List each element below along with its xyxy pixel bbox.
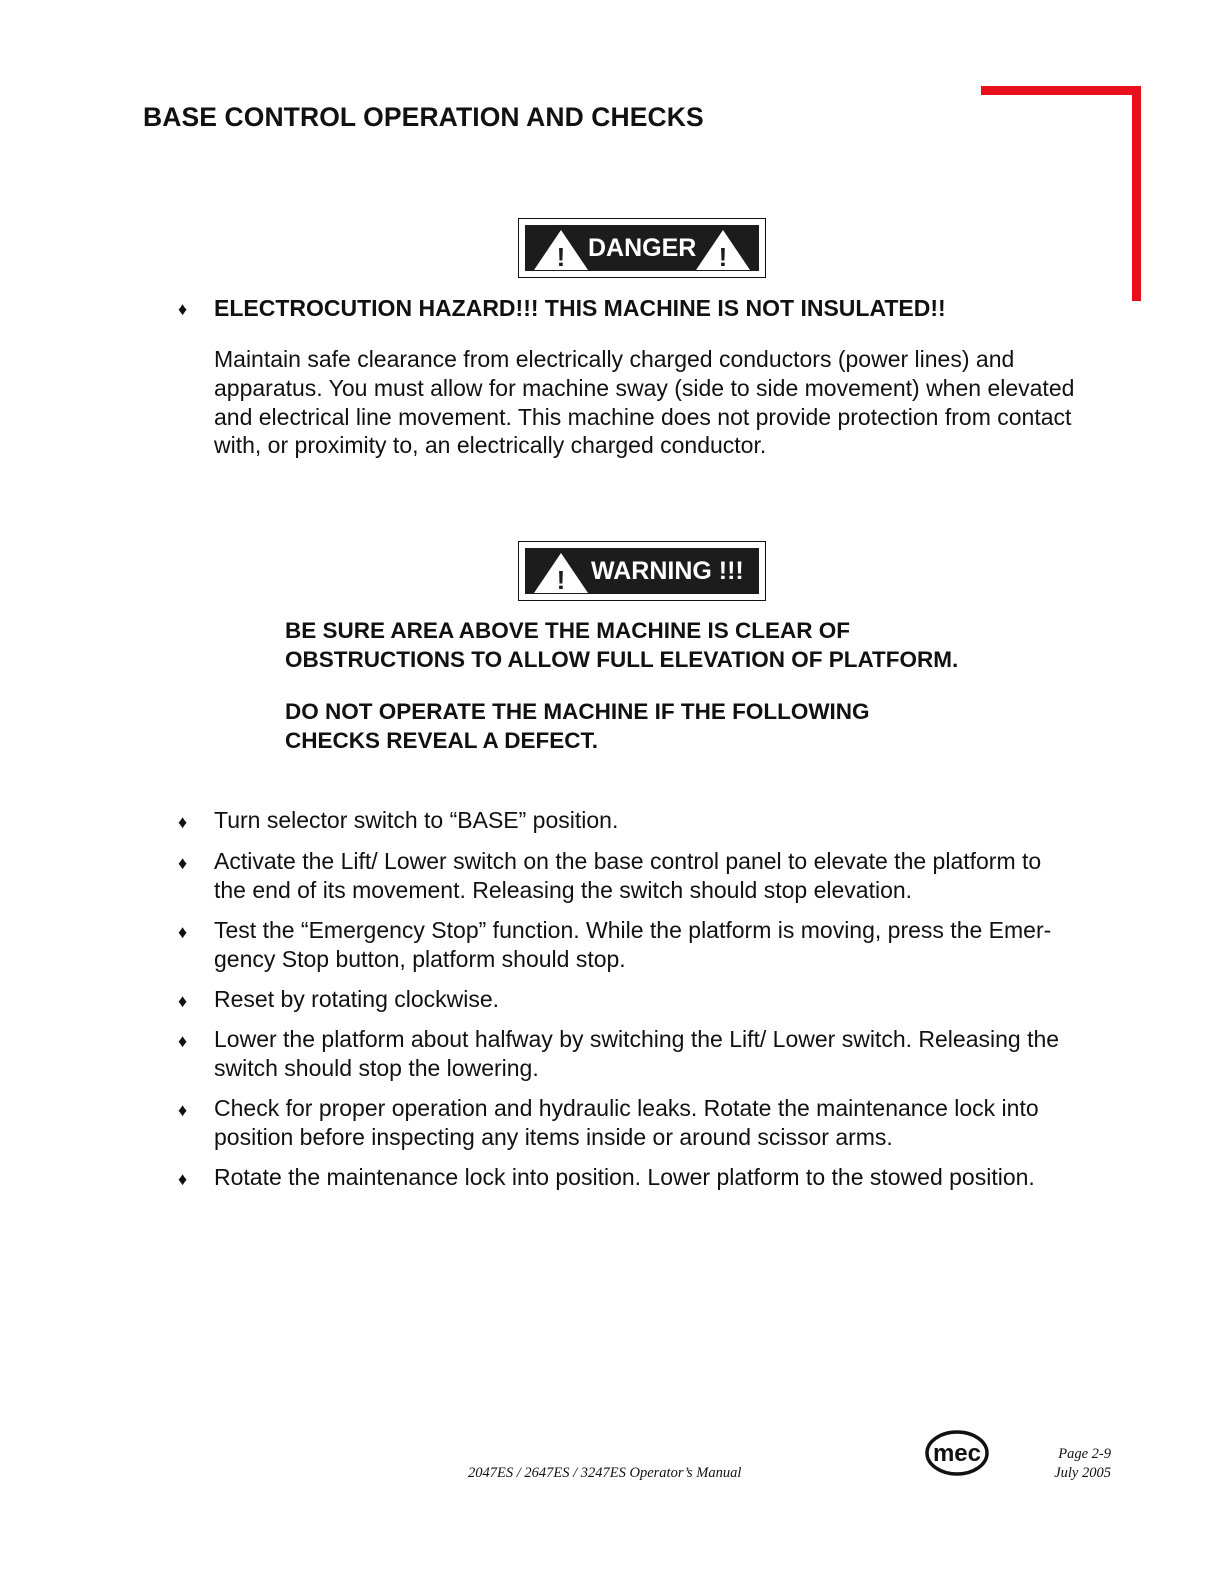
bullet-icon: ♦ <box>178 853 188 873</box>
check-line: Check for proper operation and hydraulic leaks. Rotate the maintenance lock into <box>214 1095 1039 1121</box>
bullet-icon: ♦ <box>178 1031 188 1051</box>
bullet-icon: ♦ <box>178 922 188 942</box>
footer-page-info <box>1054 1445 1111 1483</box>
footer-manual-title: 2047ES / 2647ES / 3247ES Operator’s Manual <box>468 1465 742 1481</box>
check-line: Reset by rotating clockwise. <box>214 986 500 1012</box>
logo-text: mec <box>932 1440 982 1467</box>
publication-date: July 2005 <box>1054 1465 1111 1481</box>
warning-line: DO NOT OPERATE THE MACHINE IF THE FOLLOWING <box>285 699 870 724</box>
bullet-icon: ♦ <box>178 991 188 1011</box>
check-line: gency Stop button, platform should stop. <box>214 945 626 972</box>
check-line: Rotate the maintenance lock into position. Lower platform to the stowed position. <box>214 1164 1035 1190</box>
check-line: switch should stop the lowering. <box>214 1054 539 1081</box>
check-line: Activate the Lift/ Lower switch on the base control panel to elevate the platform to <box>214 848 1042 874</box>
check-item <box>214 985 1114 1014</box>
bullet-icon: ♦ <box>178 1100 188 1120</box>
bullet-icon: ♦ <box>178 1169 188 1189</box>
warning-sign-panel <box>525 548 759 594</box>
check-item <box>214 1025 1114 1083</box>
paragraph-line: Maintain safe clearance from electrically charged conductors (power lines) and <box>214 346 1015 372</box>
warning-sign <box>518 541 766 601</box>
check-item <box>214 916 1114 974</box>
crop-mark-horizontal <box>981 86 1141 95</box>
bullet-icon: ♦ <box>178 812 188 832</box>
paragraph-line: with, or proximity to, an electrically charged conductor. <box>214 432 767 459</box>
bullet-icon: ♦ <box>178 299 188 319</box>
corner-crop-mark <box>981 86 1141 301</box>
hazard-heading: ELECTROCUTION HAZARD!!! THIS MACHINE IS NOT INSULATED!! <box>214 295 946 321</box>
warning-triangle-icon <box>695 229 751 271</box>
paragraph-line: apparatus. You must allow for machine sway (side to side movement) when elevated <box>214 374 1075 401</box>
warning-label: WARNING !!! <box>591 557 744 585</box>
warning-clearance-text <box>285 616 958 674</box>
danger-label: DANGER <box>588 234 697 262</box>
check-item <box>214 806 1114 835</box>
check-line: position before inspecting any items inside or around scissor arms. <box>214 1123 893 1150</box>
warning-line: BE SURE AREA ABOVE THE MACHINE IS CLEAR OF <box>285 618 851 643</box>
check-line: Test the “Emergency Stop” function. While the platform is moving, press the Emer- <box>214 917 1052 943</box>
page-title: BASE CONTROL OPERATION AND CHECKS <box>143 102 704 132</box>
exclamation-mark: ! <box>556 242 566 271</box>
exclamation-mark: ! <box>718 242 728 271</box>
check-item <box>214 1163 1114 1192</box>
danger-sign-panel <box>525 225 759 271</box>
paragraph-line: and electrical line movement. This machine does not provide protection from contact <box>214 403 1072 430</box>
check-line: Lower the platform about halfway by switching the Lift/ Lower switch. Releasing the <box>214 1026 1060 1052</box>
warning-triangle-icon <box>533 229 589 271</box>
check-line: Turn selector switch to “BASE” position. <box>214 807 619 833</box>
page-number: Page 2-9 <box>1058 1446 1111 1462</box>
warning-triangle-icon <box>533 552 589 594</box>
warning-line: CHECKS REVEAL A DEFECT. <box>285 728 598 753</box>
warning-defect-text <box>285 697 870 755</box>
hazard-paragraph <box>214 345 1114 460</box>
mec-logo <box>924 1428 990 1478</box>
check-item <box>214 847 1114 905</box>
crop-mark-vertical <box>1132 86 1141 301</box>
check-item <box>214 1094 1114 1152</box>
exclamation-mark: ! <box>556 565 566 594</box>
danger-sign <box>518 218 766 278</box>
warning-line: OBSTRUCTIONS TO ALLOW FULL ELEVATION OF PLATFORM. <box>285 647 959 672</box>
check-line: the end of its movement. Releasing the switch should stop elevation. <box>214 876 913 903</box>
